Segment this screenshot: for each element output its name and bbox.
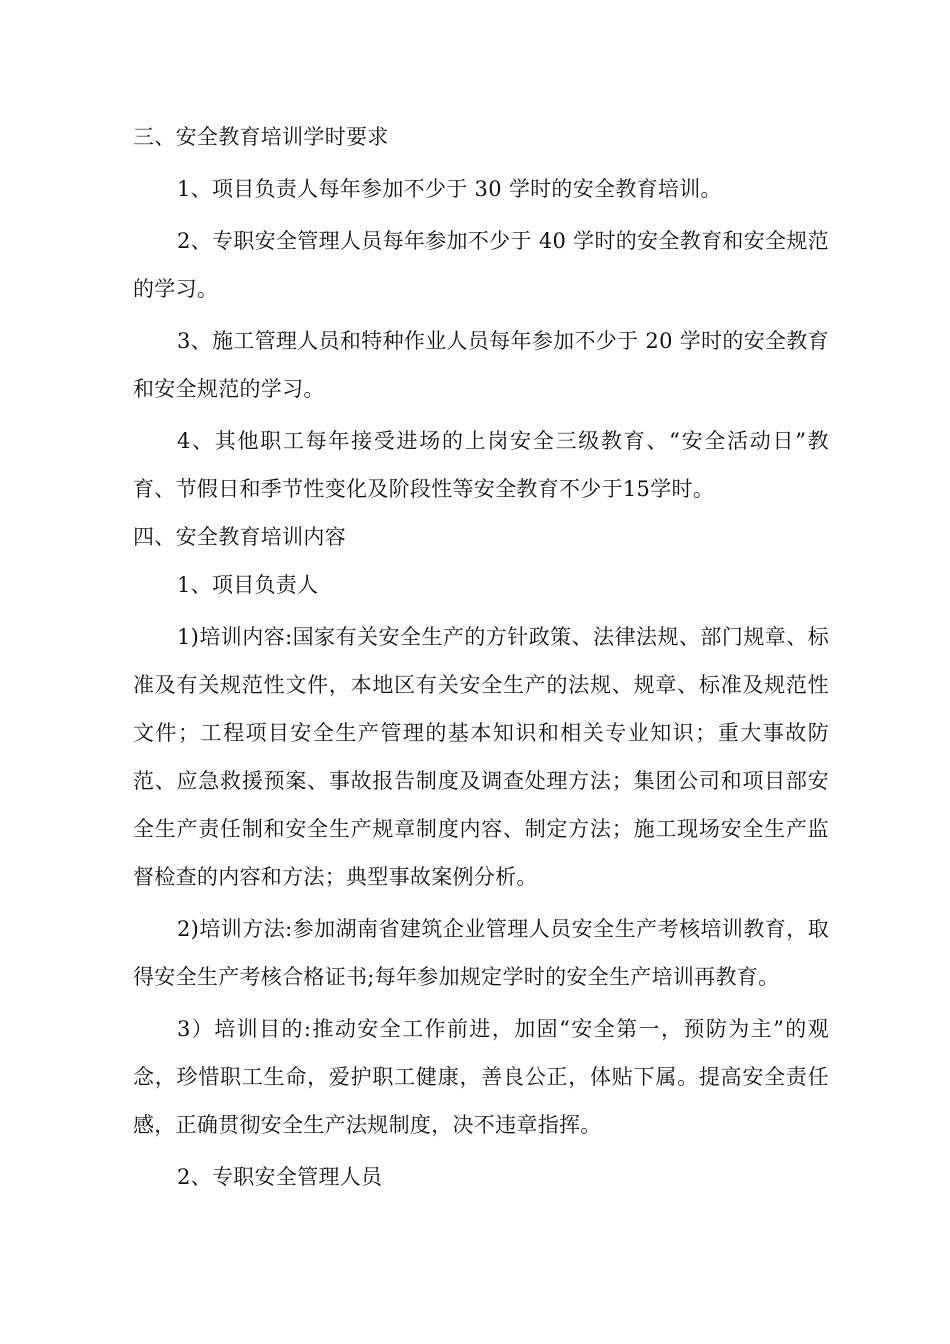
paragraph-item-2: 2、专职安全管理人员每年参加不少于 40 学时的安全教育和安全规范的学习。 (133, 229, 829, 301)
paragraph-training-method: 2)培训方法:参加湖南省建筑企业管理人员安全生产考核培训教育，取得安全生产考核合格证书;每年参加规定学时的安全生产培训再教育。 (133, 917, 829, 989)
paragraph-training-content: 1)培训内容:国家有关安全生产的方针政策、法律法规、部门规章、标准及有关规范性文件，本地区有关安全生产的法规、规章、标准及规范性文件；工程项目安全生产管理的基本知识和相关专业知识；重大事故防范、应急救援预案、事故报告制度及调查处理方法；集团公司和项目部安全生产责任制和安全生产规章制度内容、制定方法；施工现场安全生产监督检查的内容和方法；典型事故案例分析。 (133, 625, 829, 889)
paragraph-item-4: 4、其他职工每年接受进场的上岗安全三级教育、“安全活动日”教育、节假日和季节性变化及阶段性等安全教育不少于15学时。 (133, 429, 829, 501)
subsection-heading-safety-manager: 2、专职安全管理人员 (177, 1165, 383, 1189)
section-heading-3: 三、安全教育培训学时要求 (133, 125, 389, 149)
section-heading-4: 四、安全教育培训内容 (133, 525, 346, 549)
paragraph-training-purpose: 3）培训目的:推动安全工作前进，加固“安全第一，预防为主”的观念，珍惜职工生命，爱护职工健康，善良公正，体贴下属。提高安全责任感，正确贯彻安全生产法规制度，决不违章指挥。 (133, 1017, 829, 1137)
paragraph-item-3: 3、施工管理人员和特种作业人员每年参加不少于 20 学时的安全教育和安全规范的学习。 (133, 329, 829, 401)
document-body (133, 113, 829, 1201)
paragraph-item-1: 1、项目负责人每年参加不少于 30 学时的安全教育培训。 (177, 177, 722, 201)
subsection-heading-project-leader: 1、项目负责人 (177, 573, 319, 597)
